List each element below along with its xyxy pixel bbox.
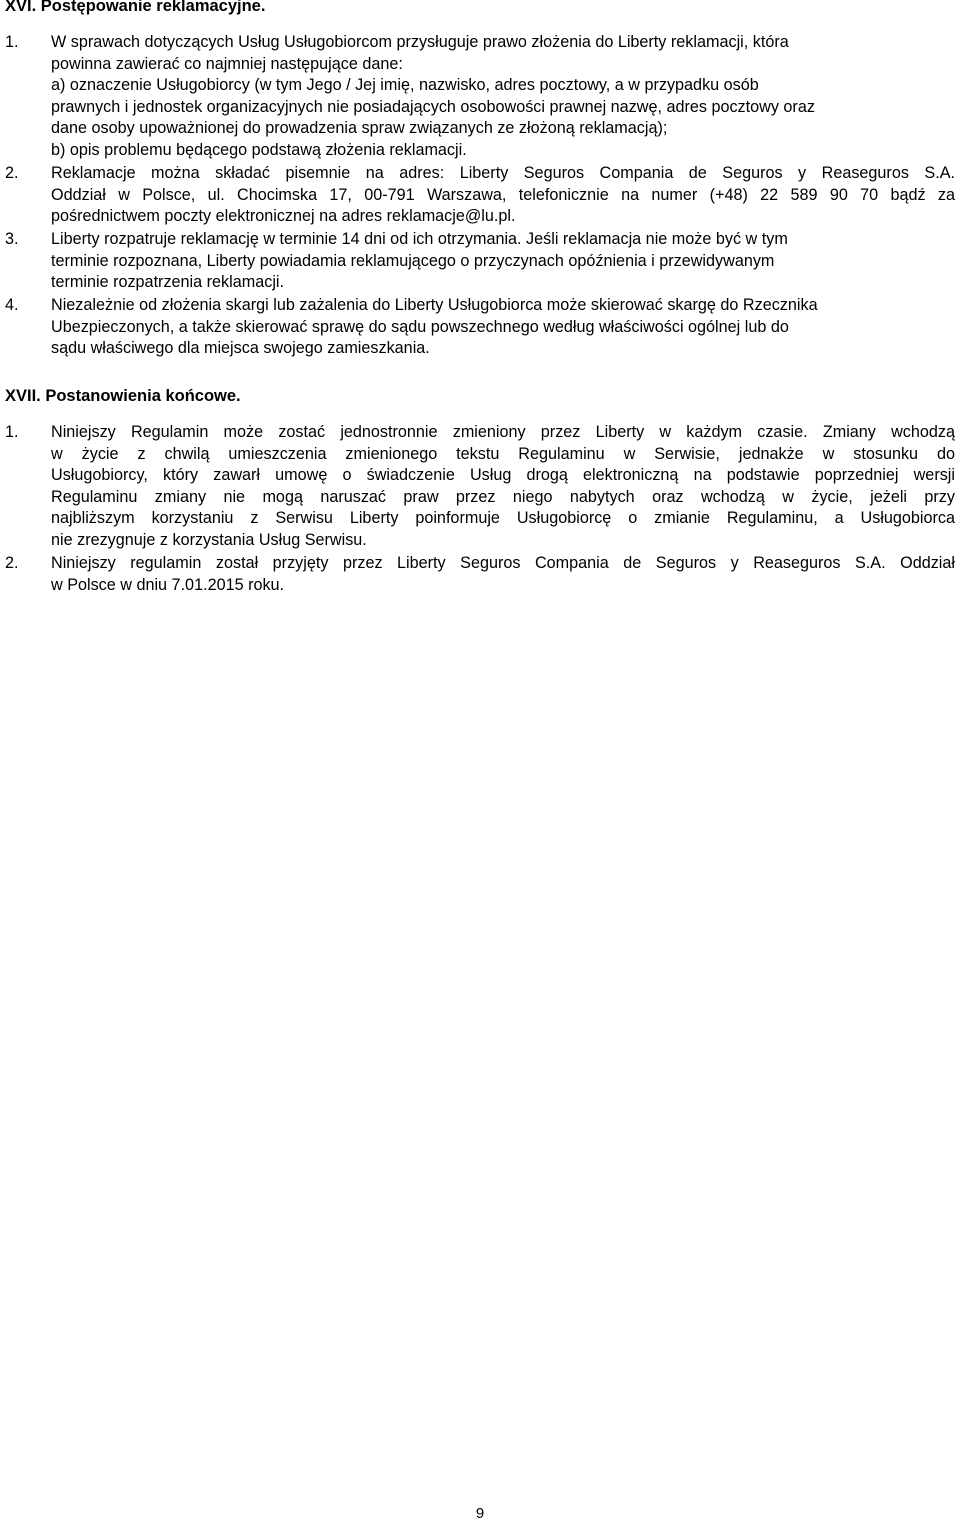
item-text bbox=[51, 163, 955, 228]
item-text bbox=[51, 422, 955, 552]
item-number: 4. bbox=[5, 296, 19, 314]
item-number: 2. bbox=[5, 554, 19, 572]
text-line: W sprawach dotyczących Usług Usługobiorcom przysługuje prawo złożenia do Liberty reklamacji, która bbox=[51, 33, 789, 51]
text-line: sądu właściwego dla miejsca swojego zamieszkania. bbox=[51, 339, 430, 358]
item-text bbox=[51, 75, 955, 161]
section-17-item-1 bbox=[5, 422, 955, 552]
section-17-title: XVII. Postanowienia końcowe. bbox=[5, 387, 241, 405]
text-line: b) opis problemu będącego podstawą złożenia reklamacji. bbox=[51, 140, 467, 159]
section-16-item-4 bbox=[5, 295, 955, 360]
text-line: Regulaminu zmiany nie mogą naruszać praw przez niego nabytych oraz wchodzą w życie, jeżeli przy bbox=[51, 487, 955, 506]
text-line: powinna zawierać co najmniej następujące dane: bbox=[51, 54, 403, 73]
section-16-title: XVI. Postępowanie reklamacyjne. bbox=[5, 0, 266, 15]
text-line: Niezależnie od złożenia skargi lub zażalenia do Liberty Usługobiorca może skierować skargę do Rzecznika bbox=[51, 296, 818, 314]
section-16-item-1-sub bbox=[51, 75, 955, 161]
text-line: terminie rozpatrzenia reklamacji. bbox=[51, 273, 285, 292]
text-line: Niniejszy regulamin został przyjęty przez Liberty Seguros Compania de Seguros y Reaseguros S.A. Oddział bbox=[51, 554, 955, 572]
text-line: Ubezpieczonych, a także skierować sprawę do sądu powszechnego według właściwości ogólnej lub do bbox=[51, 317, 789, 336]
item-number: 3. bbox=[5, 230, 19, 248]
item-text bbox=[51, 553, 955, 596]
page-number: 9 bbox=[475, 1505, 485, 1522]
text-line: Reklamacje można składać pisemnie na adres: Liberty Seguros Compania de Seguros y Reaseguros S.A. bbox=[51, 164, 955, 182]
text-line: nie zrezygnuje z korzystania Usług Serwisu. bbox=[51, 530, 367, 549]
section-16-item-3 bbox=[5, 229, 955, 294]
item-text bbox=[51, 229, 955, 294]
section-16-item-1 bbox=[5, 32, 955, 75]
item-number: 2. bbox=[5, 164, 19, 182]
text-line: pośrednictwem poczty elektronicznej na adres reklamacje@lu.pl. bbox=[51, 207, 516, 226]
text-line: a) oznaczenie Usługobiorcy (w tym Jego / Jej imię, nazwisko, adres pocztowy, a w przypadku osób bbox=[51, 76, 759, 94]
text-line: terminie rozpoznana, Liberty powiadamia reklamującego o przyczynach opóźnienia i przewidywanym bbox=[51, 251, 775, 270]
item-number: 1. bbox=[5, 423, 19, 441]
text-line: prawnych i jednostek organizacyjnych nie posiadających osobowości prawnej nazwę, adres pocztowy oraz bbox=[51, 97, 815, 116]
text-line: Niniejszy Regulamin może zostać jednostronnie zmieniony przez Liberty w każdym czasie. Zmiany wchodzą bbox=[51, 423, 955, 441]
text-line: najbliższym korzystaniu z Serwisu Liberty poinformuje Usługobiorcę o zmianie Regulaminu, a Usługobiorca bbox=[51, 509, 955, 528]
section-17-item-2 bbox=[5, 553, 955, 596]
section-16-item-2 bbox=[5, 163, 955, 228]
text-line: dane osoby upoważnionej do prowadzenia spraw związanych ze złożoną reklamacją); bbox=[51, 119, 668, 138]
text-line: Usługobiorcy, który zawarł umowę o świadczenie Usług drogą elektroniczną na podstawie poprzedniej wersji bbox=[51, 466, 955, 485]
item-number: 1. bbox=[5, 33, 19, 51]
item-text bbox=[51, 32, 955, 75]
text-line: Oddział w Polsce, ul. Chocimska 17, 00-791 Warszawa, telefonicznie na numer (+48) 22 589 90 70 bądź za bbox=[51, 185, 955, 204]
item-text bbox=[51, 295, 955, 360]
text-line: w życie z chwilą umieszczenia zmienionego tekstu Regulaminu w Serwisie, jednakże w stosunku do bbox=[51, 444, 955, 463]
text-line: Liberty rozpatruje reklamację w terminie 14 dni od ich otrzymania. Jeśli reklamacja nie może być w tym bbox=[51, 230, 788, 248]
text-line: w Polsce w dniu 7.01.2015 roku. bbox=[51, 575, 285, 594]
